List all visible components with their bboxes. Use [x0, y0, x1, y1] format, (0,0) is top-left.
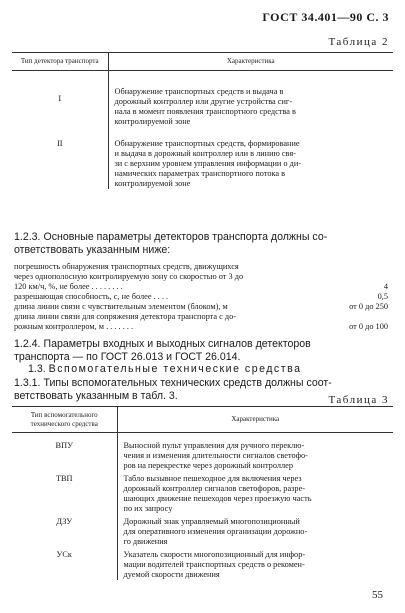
- device-type-code: ТВП: [55, 474, 73, 483]
- text-line: 1.2.4. Параметры входных и выходных сигналов детекторов: [14, 338, 311, 350]
- parameter-label: через однополосную контролируемую зону со скоростью от 3 до: [14, 272, 244, 281]
- table-row: [12, 514, 393, 547]
- parameter-label: 120 км/ч, %, не более . . . . . . . .: [14, 282, 123, 291]
- characteristic-cell: [108, 127, 393, 189]
- text-line: Дорожный знак управляемый многопозиционный: [123, 517, 300, 526]
- text-line: контролируемой зоне: [114, 178, 191, 188]
- text-line: 1.2.3. Основные параметры детекторов транспорта должны со-: [14, 231, 328, 243]
- characteristic-cell: [117, 471, 393, 514]
- characteristic-cell: [108, 70, 393, 127]
- text-line: ров на перекрестке через дорожный контроллер: [123, 461, 293, 470]
- table-2-caption: Таблица 2: [328, 36, 389, 48]
- table-2: [12, 52, 393, 189]
- column-header-type: Тип детектора транспорта: [12, 53, 108, 71]
- parameter-label: погрешность обнаружения транспортных средств, движущихся: [14, 262, 239, 271]
- characteristic-cell: [117, 514, 393, 547]
- device-type-code: ВПУ: [55, 441, 73, 450]
- column-header-characteristic: Характеристика: [117, 407, 393, 433]
- section-number: 1.3.: [28, 363, 46, 375]
- paragraph-1-2-4: [14, 338, 388, 363]
- text-line: транспорта — по ГОСТ 26.013 и ГОСТ 26.014.: [14, 350, 241, 363]
- section-title: Вспомогательные технические средства: [48, 363, 302, 375]
- text-line: дорожный контроллер или другие устройства сиг-: [114, 96, 293, 106]
- table-3: [12, 406, 393, 580]
- column-header-characteristic: Характеристика: [108, 53, 393, 71]
- parameter-row: [14, 302, 388, 312]
- parameter-row: [14, 272, 388, 282]
- type-cell: [12, 433, 117, 472]
- parameter-value: 0,5: [377, 292, 388, 301]
- table-row: [12, 433, 393, 472]
- table-header-row: [12, 53, 393, 71]
- parameter-label: длина линии связи для сопряжения детектора транспорта с до-: [14, 312, 237, 321]
- table-row: [12, 70, 393, 127]
- table-3-caption: Таблица 3: [328, 394, 389, 406]
- text-line: Табло вызывное пешеходное для включения через: [123, 474, 302, 483]
- text-line: шающих движение пешеходов через проезжую часть: [123, 494, 312, 503]
- device-type-code: УСк: [56, 550, 72, 559]
- device-type-code: ДЗУ: [56, 517, 73, 526]
- text-line: Обнаружение транспортных средств, формирование: [114, 138, 300, 148]
- parameter-row: [14, 262, 388, 272]
- text-line: Выносной пульт управления для ручного переклю-: [123, 441, 305, 450]
- device-type-code: I: [58, 93, 62, 103]
- parameter-row: [14, 322, 388, 332]
- parameter-label: рожным контроллером, м . . . . . . .: [14, 322, 134, 331]
- text-line: дуемой скорости движения: [123, 570, 220, 579]
- text-line: 1.3.1. Типы вспомогательных технических средств должны соот-: [14, 377, 332, 389]
- section-heading-1-3: [28, 363, 388, 376]
- text-line: чения и изменения длительности сигналов светофо-: [123, 451, 308, 460]
- text-line: го движения: [123, 537, 168, 546]
- page-header: ГОСТ 34.401—90 С. 3: [262, 10, 389, 24]
- paragraph-1-2-3: [14, 231, 388, 256]
- text-line: зи с верхним уровнем управления информации о ди-: [114, 158, 302, 168]
- table-header-row: [12, 407, 393, 433]
- type-cell: [12, 547, 117, 580]
- text-line: Указатель скорости многопозиционный для инфор-: [123, 550, 306, 559]
- type-cell: [12, 127, 108, 189]
- table-row: [12, 471, 393, 514]
- type-cell: [12, 70, 108, 127]
- column-header-type: Тип вспомогательного технического средства: [12, 407, 117, 433]
- parameter-label: разрешающая способность, с, не более . . . .: [14, 292, 169, 301]
- characteristic-cell: [117, 433, 393, 472]
- text-line: ветствовать указанным в табл. 3.: [14, 389, 178, 402]
- parameter-row: [14, 292, 388, 302]
- text-line: Обнаружение транспортных средств и выдача в: [114, 86, 284, 96]
- parameter-value: от 0 до 250: [349, 302, 388, 311]
- table-row: [12, 127, 393, 189]
- page-number: 55: [372, 589, 383, 601]
- text-line: дорожный контроллер сигналов светофоров, разре-: [123, 484, 306, 493]
- type-cell: [12, 471, 117, 514]
- parameter-row: [14, 282, 388, 292]
- type-cell: [12, 514, 117, 547]
- text-line: мации водителей транспортных средств о рекомен-: [123, 560, 305, 569]
- text-line: ответствовать указанным ниже:: [14, 243, 171, 256]
- parameters-list: [14, 262, 388, 332]
- text-line: намических параметрах транспортного потока в: [114, 168, 286, 178]
- characteristic-cell: [117, 547, 393, 580]
- parameter-label: длина линии связи с чувствительным элементом (блоком), м: [14, 302, 228, 311]
- text-line: нала в момент появления транспортного средства в: [114, 106, 296, 116]
- text-line: и выдача в дорожный контроллер или в линию свя-: [114, 148, 296, 158]
- parameter-value: от 0 до 100: [349, 322, 388, 331]
- parameter-row: [14, 312, 388, 322]
- text-line: контролируемой зоне: [114, 116, 191, 126]
- table-row: [12, 547, 393, 580]
- text-line: для оперативного изменения организации дорожно-: [123, 527, 308, 536]
- parameter-value: 4: [383, 282, 388, 291]
- device-type-code: II: [56, 138, 63, 148]
- text-line: по их запросу: [123, 504, 173, 513]
